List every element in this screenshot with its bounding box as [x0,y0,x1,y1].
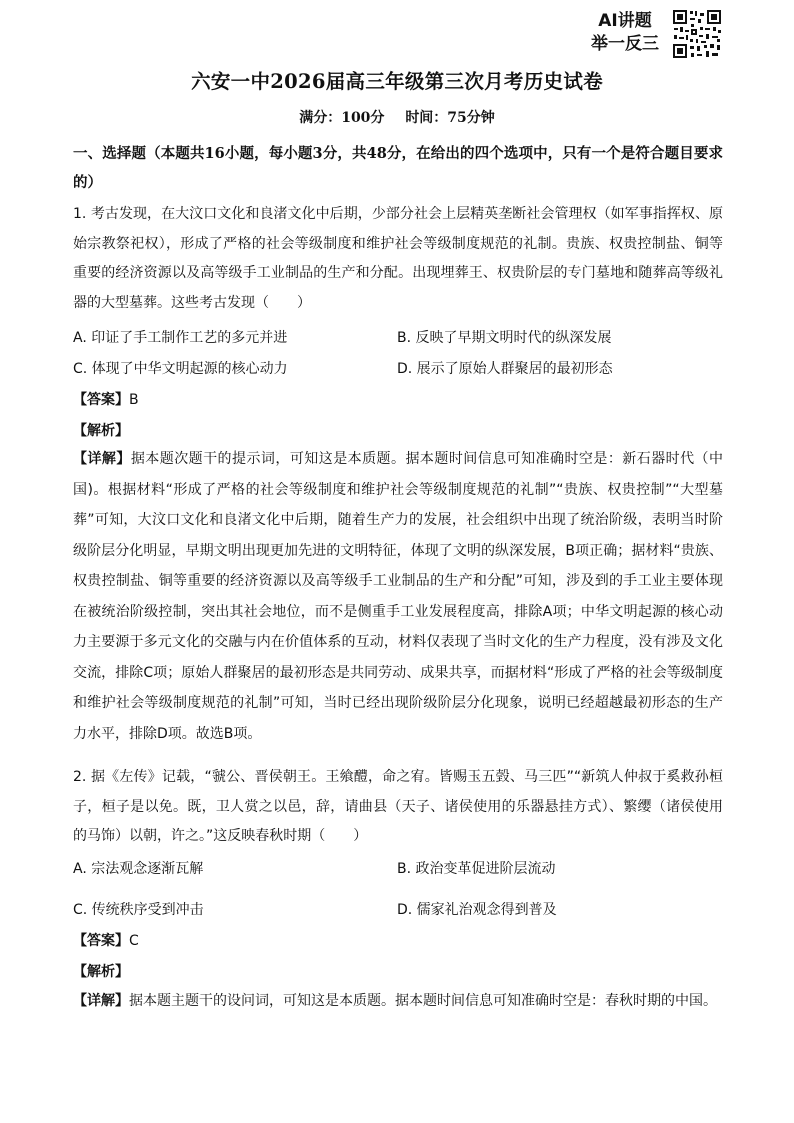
section-heading: 一、选择题（本题共16小题，每小题3分，共48分，在给出的四个选项中，只有一个是符合题目要求的） [73,145,723,191]
detail-label: 【详解】 [73,451,131,467]
answer-label: 【答案】 [73,392,129,408]
detail-text: 据本题主题干的设问词，可知这是本质题。据本题时间信息可知准确时空是：春秋时期的中国。 [129,993,717,1009]
qr-code-icon[interactable] [671,8,723,60]
question-2-option-d[interactable]: D. 儒家礼治观念得到普及 [397,902,557,918]
exam-title: 六安一中2026届高三年级第三次月考历史试卷 [191,70,603,93]
exam-meta [0,107,794,127]
question-1-analysis [73,420,129,440]
question-2-answer [73,930,139,950]
question-1-options-row-2 [73,358,723,388]
question-1-option-c[interactable]: C. 体现了中华文明起源的核心动力 [73,361,288,377]
ai-badge-line1: AI讲题 [598,11,652,31]
question-2-option-c[interactable]: C. 传统秩序受到冲击 [73,902,204,918]
exam-time: 时间：75分钟 [405,110,495,126]
question-2-options-row-1 [73,858,723,888]
detail-text: 据本题次题干的提示词，可知这是本质题。据本题时间信息可知准确时空是：新石器时代（中国)。根据材料“形成了严格的社会等级制度和维护社会等级制度规范的礼制”“贵族、权贵控制”“大型墓葬”可知，大汶口文化和良渚文化中后期，随着生产力的发展，社会组织中出现了统治阶级，表明当时阶级阶层分化明显，早期文明出现更加先进的文明特征，体现了文明的纵深发展，B项正确；据材料“贵族、权贵控制盐、铜等重要的经济资源以及高等级手工业制品的生产和分配”可知，涉及到的手工业主要体现在被统治阶级控制，突出其社会地位，而不是侧重手工业发展程度高，排除A项；中华文明起源的核心动力主要源于多元文化的交融与内在价值体系的互动，材料仅表现了当时文化的生产力程度，没有涉及文化交流，排除C项；原始人群聚居的最初形态是共同劳动、成果共享，而据材料“形成了严格的社会等级制度和维护社会等级制度规范的礼制”可知，当时已经出现阶级阶层分化现象，说明已经超越最初形态的生产力水平，排除D项。故选B项。 [73,451,724,742]
detail-label: 【详解】 [73,993,129,1009]
question-2-detail [73,986,723,1017]
question-2-option-b[interactable]: B. 政治变革促进阶层流动 [397,861,556,877]
full-score: 满分：100分 [299,110,385,126]
question-1-stem: 1. 考古发现，在大汶口文化和良渚文化中后期，少部分社会上层精英垄断社会管理权（如军事指挥权、原始宗教祭祀权），形成了严格的社会等级制度和维护社会等级制度规范的礼制。贵族、权贵控制盐、铜等重要的经济资源以及高等级手工业制品的生产和分配。出现埋葬王、权贵阶层的专门墓地和随葬高等级礼器的大型墓葬。这些考古发现（ ） [73,206,723,311]
question-1-detail [73,444,723,749]
question-1-answer [73,389,139,409]
question-1-options-row-1 [73,327,723,357]
question-1-option-a[interactable]: A. 印证了手工制作工艺的多元并进 [73,330,288,346]
ai-badge-line2: 举一反三 [591,34,659,54]
ai-badge[interactable] [585,8,725,60]
question-2-analysis [73,961,129,981]
answer-label: 【答案】 [73,933,129,949]
analysis-label: 【解析】 [73,964,129,980]
question-1-option-d[interactable]: D. 展示了原始人群聚居的最初形态 [397,361,613,377]
question-2-option-a[interactable]: A. 宗法观念逐渐瓦解 [73,861,204,877]
question-2-stem: 2. 据《左传》记载，“虢公、晋侯朝王。王飨醴，命之宥。皆赐玉五瑴、马三匹”“新筑人仲叔于奚救孙桓子，桓子是以免。既，卫人赏之以邑，辞，请曲县（天子、诸侯使用的乐器悬挂方式）、繁缨（诸侯使用的马饰）以朝，许之。”这反映春秋时期（ ） [73,769,723,844]
answer-value: C [129,933,139,949]
answer-value: B [129,392,139,408]
question-1-option-b[interactable]: B. 反映了早期文明时代的纵深发展 [397,330,612,346]
analysis-label: 【解析】 [73,423,129,439]
ai-badge-text [585,10,665,56]
question-2-options-row-2 [73,899,723,929]
